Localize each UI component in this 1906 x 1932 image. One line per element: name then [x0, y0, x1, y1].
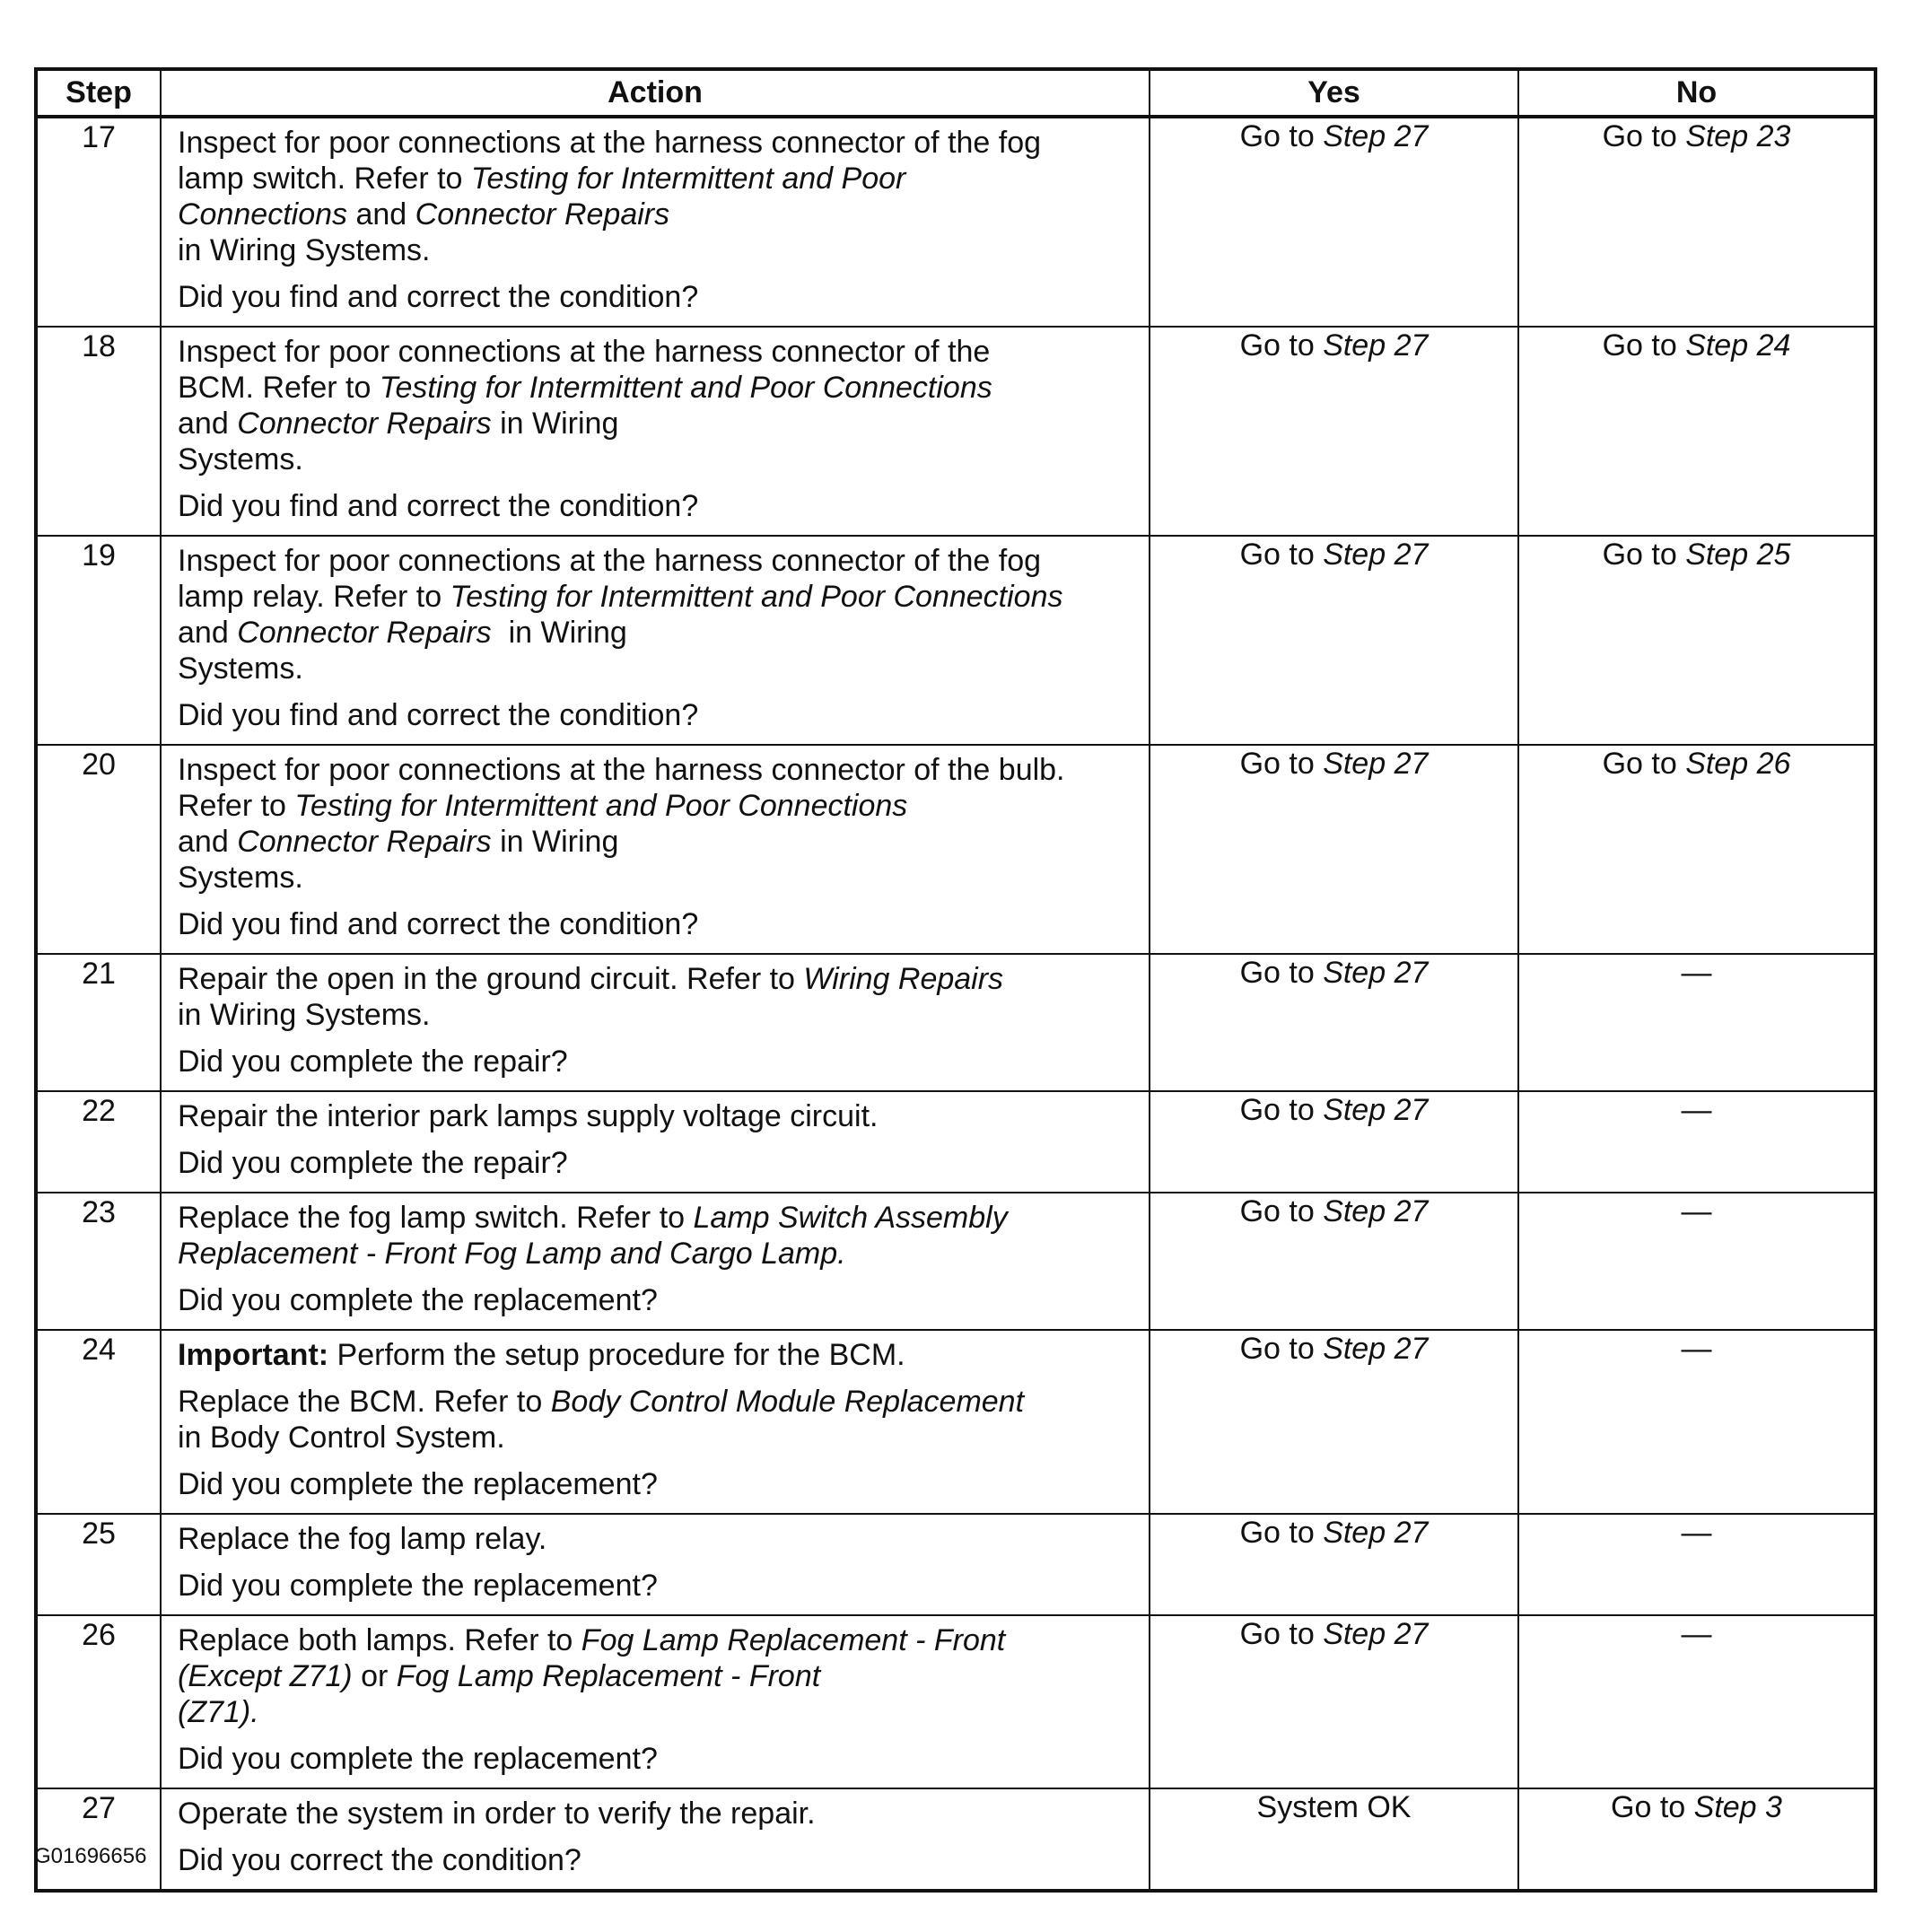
no-step-reference: Step 26	[1685, 747, 1791, 781]
action-reference: (Z71).	[178, 1695, 259, 1729]
yes-text: System OK	[1256, 1790, 1412, 1824]
step-number: 18	[36, 327, 161, 536]
action-cell	[161, 1330, 1150, 1514]
yes-step-reference: Step 27	[1323, 1194, 1429, 1228]
step-number: 24	[36, 1330, 161, 1514]
action-paragraph	[178, 125, 1134, 268]
action-cell	[161, 745, 1150, 954]
action-reference: Testing for Intermittent and Poor Connections	[450, 580, 1063, 614]
step-number: 25	[36, 1514, 161, 1615]
yes-cell	[1150, 536, 1518, 745]
action-reference: Connector Repairs	[237, 407, 492, 441]
action-paragraph	[178, 334, 1134, 477]
action-text: Perform the setup procedure for the BCM.	[328, 1338, 905, 1372]
yes-cell	[1150, 745, 1518, 954]
table-row	[36, 1193, 1875, 1330]
action-line	[178, 1521, 1134, 1557]
table-row	[36, 954, 1875, 1091]
action-line	[178, 906, 1134, 942]
step-number: 17	[36, 117, 161, 327]
action-line	[178, 370, 1134, 406]
action-cell	[161, 1514, 1150, 1615]
action-text: Did you find and correct the condition?	[178, 907, 699, 941]
action-text: and	[178, 407, 238, 441]
no-text: —	[1681, 1617, 1712, 1651]
action-line	[178, 161, 1134, 197]
action-line	[178, 1741, 1134, 1777]
no-cell	[1518, 536, 1875, 745]
action-line	[178, 824, 1134, 860]
action-paragraph	[178, 1384, 1134, 1456]
yes-cell	[1150, 1193, 1518, 1330]
action-paragraph	[178, 279, 1134, 315]
action-cell	[161, 117, 1150, 327]
action-reference: Wiring Repairs	[803, 962, 1004, 996]
action-line	[178, 997, 1134, 1033]
table-row	[36, 1788, 1875, 1891]
action-paragraph	[178, 1796, 1134, 1831]
action-cell	[161, 1615, 1150, 1788]
action-reference: Lamp Switch Assembly	[693, 1201, 1008, 1235]
action-text: in Wiring	[491, 825, 619, 859]
action-text: in Wiring Systems.	[178, 998, 431, 1032]
no-text: —	[1681, 1332, 1712, 1366]
action-line	[178, 579, 1134, 615]
action-text: lamp switch. Refer to	[178, 162, 471, 196]
table-row	[36, 745, 1875, 954]
action-cell	[161, 1193, 1150, 1330]
action-text: Replace the fog lamp relay.	[178, 1522, 547, 1556]
no-step-reference: Step 25	[1685, 538, 1791, 572]
yes-step-reference: Step 27	[1323, 538, 1429, 572]
action-line	[178, 1044, 1134, 1080]
action-cell	[161, 1788, 1150, 1891]
action-reference: Testing for Intermittent and Poor Connections	[379, 371, 992, 405]
action-line	[178, 1145, 1134, 1181]
no-text: —	[1681, 1194, 1712, 1228]
action-cell	[161, 1091, 1150, 1193]
action-line	[178, 1842, 1134, 1878]
action-line	[178, 651, 1134, 686]
action-line	[178, 1420, 1134, 1456]
action-text: Replace the fog lamp switch. Refer to	[178, 1201, 694, 1235]
yes-step-reference: Step 27	[1323, 956, 1429, 990]
yes-text: Go to	[1239, 747, 1324, 781]
action-text: Did you correct the condition?	[178, 1843, 581, 1877]
action-paragraph	[178, 906, 1134, 942]
action-text: Systems.	[178, 861, 303, 895]
header-row	[36, 69, 1875, 117]
no-text: —	[1681, 1093, 1712, 1127]
action-text: Systems.	[178, 651, 303, 686]
no-text: Go to	[1602, 538, 1686, 572]
yes-text: Go to	[1239, 1332, 1324, 1366]
no-text: Go to	[1611, 1790, 1694, 1824]
action-line	[178, 1282, 1134, 1318]
action-text: Repair the interior park lamps supply voltage circuit.	[178, 1099, 879, 1133]
yes-cell	[1150, 1615, 1518, 1788]
no-cell	[1518, 117, 1875, 327]
step-number: 23	[36, 1193, 161, 1330]
yes-cell	[1150, 117, 1518, 327]
diagnostic-table	[34, 67, 1877, 1893]
action-paragraph	[178, 1622, 1134, 1730]
action-paragraph	[178, 961, 1134, 1033]
action-paragraph	[178, 1044, 1134, 1080]
action-cell	[161, 327, 1150, 536]
no-cell	[1518, 327, 1875, 536]
action-paragraph	[178, 697, 1134, 733]
yes-step-reference: Step 27	[1323, 1332, 1429, 1366]
yes-step-reference: Step 27	[1323, 1516, 1429, 1550]
step-number: 26	[36, 1615, 161, 1788]
action-text: in Body Control System.	[178, 1421, 505, 1455]
yes-text: Go to	[1239, 1516, 1324, 1550]
no-cell	[1518, 954, 1875, 1091]
table-row	[36, 536, 1875, 745]
action-line	[178, 441, 1134, 477]
action-reference: Replacement - Front Fog Lamp and Cargo Lamp.	[178, 1237, 846, 1271]
yes-text: Go to	[1239, 1617, 1324, 1651]
action-line	[178, 1098, 1134, 1134]
no-cell	[1518, 1514, 1875, 1615]
no-cell	[1518, 745, 1875, 954]
action-text: Inspect for poor connections at the harness connector of the bulb.	[178, 753, 1065, 787]
action-text: Inspect for poor connections at the harness connector of the	[178, 335, 991, 369]
yes-cell	[1150, 1514, 1518, 1615]
action-text: or	[352, 1659, 397, 1693]
action-reference: Testing for Intermittent and Poor Connections	[294, 789, 908, 823]
action-line	[178, 406, 1134, 441]
header-action: Action	[161, 69, 1150, 117]
action-line	[178, 488, 1134, 524]
action-text: and	[178, 616, 238, 650]
yes-step-reference: Step 27	[1323, 119, 1429, 153]
action-line	[178, 1466, 1134, 1502]
action-line	[178, 961, 1134, 997]
action-line	[178, 1384, 1134, 1420]
yes-text: Go to	[1239, 956, 1324, 990]
action-line	[178, 334, 1134, 370]
action-text: Did you find and correct the condition?	[178, 280, 699, 314]
yes-text: Go to	[1239, 538, 1324, 572]
table-row	[36, 1514, 1875, 1615]
step-number: 27	[36, 1788, 161, 1891]
action-text: in Wiring	[491, 616, 627, 650]
action-text: Did you complete the replacement?	[178, 1569, 658, 1603]
table-row	[36, 327, 1875, 536]
action-paragraph	[178, 1145, 1134, 1181]
action-reference: Fog Lamp Replacement - Front	[581, 1623, 1006, 1657]
action-paragraph	[178, 1842, 1134, 1878]
action-paragraph	[178, 1521, 1134, 1557]
action-reference: Connector Repairs	[237, 616, 492, 650]
table-body	[36, 117, 1875, 1891]
action-text: Replace the BCM. Refer to	[178, 1385, 551, 1419]
table-row	[36, 1330, 1875, 1514]
action-paragraph	[178, 1466, 1134, 1502]
action-emphasis: Important:	[178, 1338, 329, 1372]
action-line	[178, 752, 1134, 788]
yes-step-reference: Step 27	[1323, 328, 1429, 363]
table-row	[36, 117, 1875, 327]
action-text: BCM. Refer to	[178, 371, 380, 405]
action-text: Did you complete the replacement?	[178, 1283, 658, 1317]
yes-cell	[1150, 954, 1518, 1091]
header-yes: Yes	[1150, 69, 1518, 117]
action-reference: Connections	[178, 197, 348, 232]
header-no: No	[1518, 69, 1875, 117]
header-step: Step	[36, 69, 161, 117]
yes-cell	[1150, 1788, 1518, 1891]
yes-text: Go to	[1239, 1093, 1324, 1127]
no-cell	[1518, 1788, 1875, 1891]
action-line	[178, 1622, 1134, 1658]
no-cell	[1518, 1091, 1875, 1193]
action-paragraph	[178, 1098, 1134, 1134]
table-row	[36, 1091, 1875, 1193]
action-cell	[161, 954, 1150, 1091]
action-text: Did you complete the repair?	[178, 1045, 568, 1079]
yes-step-reference: Step 27	[1323, 1093, 1429, 1127]
action-text: Repair the open in the ground circuit. Refer to	[178, 962, 804, 996]
figure-id: G01696656	[34, 1844, 147, 1868]
yes-cell	[1150, 1330, 1518, 1514]
action-line	[178, 1337, 1134, 1373]
no-step-reference: Step 24	[1685, 328, 1791, 363]
yes-text: Go to	[1239, 119, 1324, 153]
no-text: Go to	[1602, 328, 1686, 363]
action-reference: Connector Repairs	[237, 825, 492, 859]
action-paragraph	[178, 1568, 1134, 1604]
action-paragraph	[178, 488, 1134, 524]
step-number: 19	[36, 536, 161, 745]
action-paragraph	[178, 1337, 1134, 1373]
no-text: Go to	[1602, 119, 1686, 153]
action-reference: Testing for Intermittent and Poor	[470, 162, 906, 196]
action-line	[178, 232, 1134, 268]
action-reference: Fog Lamp Replacement - Front	[396, 1659, 821, 1693]
yes-step-reference: Step 27	[1323, 747, 1429, 781]
no-cell	[1518, 1330, 1875, 1514]
no-step-reference: Step 23	[1685, 119, 1791, 153]
action-paragraph	[178, 752, 1134, 896]
action-line	[178, 860, 1134, 896]
action-text: Inspect for poor connections at the harness connector of the fog	[178, 544, 1042, 578]
action-text: Did you complete the replacement?	[178, 1467, 658, 1501]
action-cell	[161, 536, 1150, 745]
action-line	[178, 697, 1134, 733]
action-paragraph	[178, 1200, 1134, 1272]
no-text: —	[1681, 1516, 1712, 1550]
action-text: and	[178, 825, 238, 859]
action-line	[178, 197, 1134, 232]
action-line	[178, 543, 1134, 579]
yes-cell	[1150, 327, 1518, 536]
action-text: Did you complete the replacement?	[178, 1742, 658, 1776]
action-text: lamp relay. Refer to	[178, 580, 450, 614]
step-number: 22	[36, 1091, 161, 1193]
action-text: Replace both lamps. Refer to	[178, 1623, 581, 1657]
action-text: Refer to	[178, 789, 295, 823]
action-line	[178, 788, 1134, 824]
step-number: 21	[36, 954, 161, 1091]
action-text: in Wiring Systems.	[178, 233, 431, 267]
action-text: Systems.	[178, 442, 303, 476]
action-reference: (Except Z71)	[178, 1659, 353, 1693]
action-reference: Connector Repairs	[415, 197, 670, 232]
yes-text: Go to	[1239, 1194, 1324, 1228]
action-paragraph	[178, 543, 1134, 686]
yes-step-reference: Step 27	[1323, 1617, 1429, 1651]
yes-cell	[1150, 1091, 1518, 1193]
step-number: 20	[36, 745, 161, 954]
no-text: Go to	[1602, 747, 1686, 781]
action-paragraph	[178, 1741, 1134, 1777]
action-text: Did you find and correct the condition?	[178, 698, 699, 732]
action-line	[178, 125, 1134, 161]
no-cell	[1518, 1615, 1875, 1788]
no-step-reference: Step 3	[1693, 1790, 1782, 1824]
table-row	[36, 1615, 1875, 1788]
action-text: Did you find and correct the condition?	[178, 489, 699, 523]
action-text: Operate the system in order to verify the repair.	[178, 1796, 816, 1831]
action-line	[178, 1694, 1134, 1730]
action-text: and	[347, 197, 415, 232]
action-reference: Body Control Module Replacement	[550, 1385, 1025, 1419]
action-line	[178, 279, 1134, 315]
action-line	[178, 1796, 1134, 1831]
action-line	[178, 615, 1134, 651]
action-text: Inspect for poor connections at the harness connector of the fog	[178, 126, 1042, 160]
action-line	[178, 1658, 1134, 1694]
yes-text: Go to	[1239, 328, 1324, 363]
action-text: in Wiring	[491, 407, 619, 441]
no-cell	[1518, 1193, 1875, 1330]
action-line	[178, 1200, 1134, 1236]
action-text: Did you complete the repair?	[178, 1146, 568, 1180]
action-line	[178, 1568, 1134, 1604]
action-line	[178, 1236, 1134, 1272]
action-paragraph	[178, 1282, 1134, 1318]
no-text: —	[1681, 956, 1712, 990]
